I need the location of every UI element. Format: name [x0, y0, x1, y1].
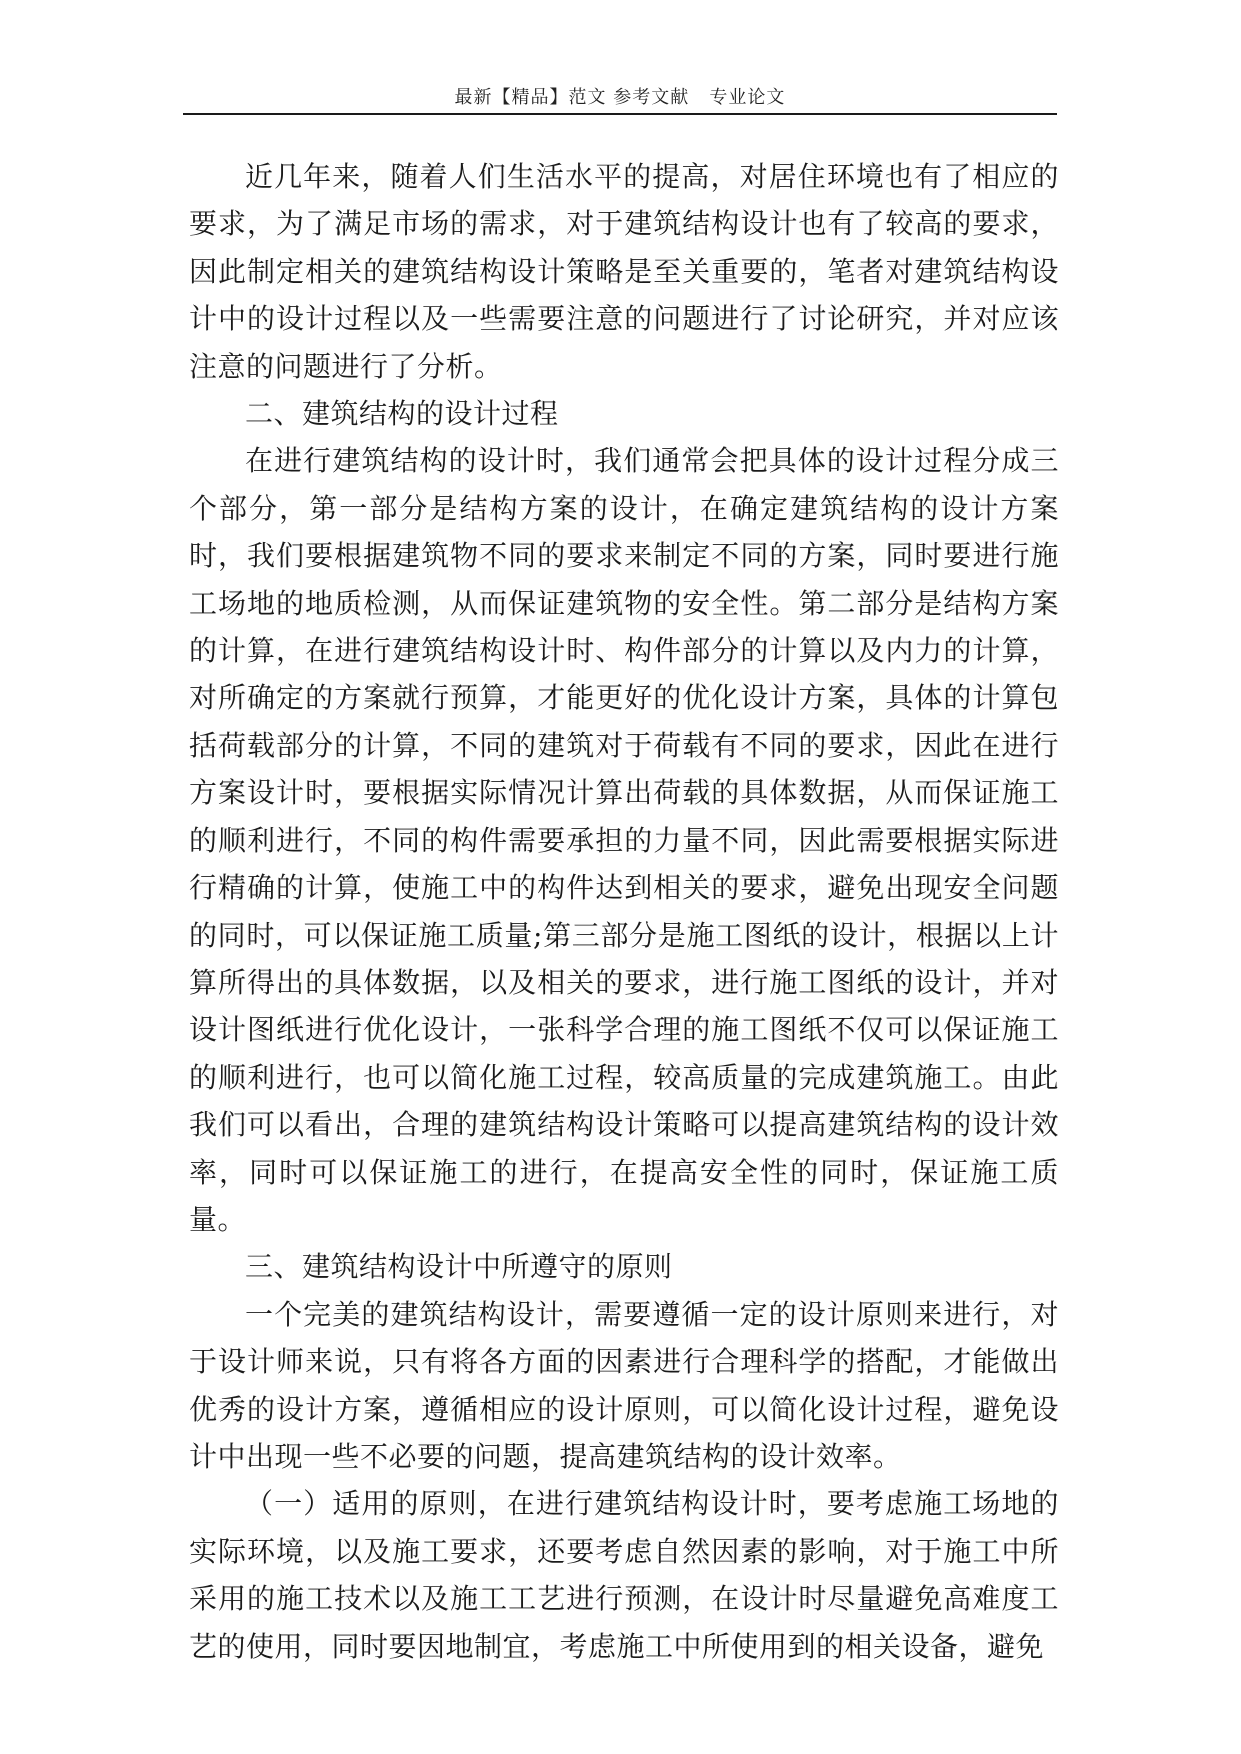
page-header: 最新【精品】范文 参考文献 专业论文 — [454, 87, 786, 108]
paragraph-intro: 近几年来，随着人们生活水平的提高，对居住环境也有了相应的要求，为了满足市场的需求，对于建筑结构设计也有了较高的要求，因此制定相关的建筑结构设计策略是至关重要的，笔者对建筑结构设计中的设计过程以及一些需要注意的问题进行了讨论研究，并对应该注意的问题进行了分析。 — [189, 160, 1059, 383]
header-divider — [183, 113, 1057, 115]
section-heading-design-process: 二、建筑结构的设计过程 — [245, 397, 559, 431]
paragraph-design-process: 在进行建筑结构的设计时，我们通常会把具体的设计过程分成三个部分，第一部分是结构方案的设计，在确定建筑结构的设计方案时，我们要根据建筑物不同的要求来制定不同的方案，同时要进行施工场地的地质检测，从而保证建筑物的安全性。第二部分是结构方案的计算，在进行建筑结构设计时、构件部分的计算以及内力的计算，对所确定的方案就行预算，才能更好的优化设计方案，具体的计算包括荷载部分的计算，不同的建筑对于荷载有不同的要求，因此在进行方案设计时，要根据实际情况计算出荷载的具体数据，从而保证施工的顺利进行，不同的构件需要承担的力量不同，因此需要根据实际进行精确的计算，使施工中的构件达到相关的要求，避免出现安全问题的同时，可以保证施工质量;第三部分是施工图纸的设计，根据以上计算所得出的具体数据，以及相关的要求，进行施工图纸的设计，并对设计图纸进行优化设计，一张科学合理的施工图纸不仅可以保证施工的顺利进行，也可以简化施工过程，较高质量的完成建筑施工。由此我们可以看出，合理的建筑结构设计策略可以提高建筑结构的设计效率，同时可以保证施工的进行，在提高安全性的同时，保证施工质量。 — [189, 444, 1059, 1236]
document-body — [189, 153, 1059, 1670]
paragraph-principles: 一个完美的建筑结构设计，需要遵循一定的设计原则来进行，对于设计师来说，只有将各方面的因素进行合理科学的搭配，才能做出优秀的设计方案，遵循相应的设计原则，可以简化设计过程，避免设计中出现一些不必要的问题，提高建筑结构的设计效率。 — [189, 1297, 1059, 1473]
section-heading-principles: 三、建筑结构设计中所遵守的原则 — [245, 1250, 673, 1284]
paragraph-applicable-principle: （一）适用的原则，在进行建筑结构设计时，要考虑施工场地的实际环境，以及施工要求，还要考虑自然因素的影响，对于施工中所采用的施工技术以及施工工艺进行预测，在设计时尽量避免高难度工艺的使用，同时要因地制宜，考虑施工中所使用到的相关设备，避免 — [189, 1487, 1059, 1663]
